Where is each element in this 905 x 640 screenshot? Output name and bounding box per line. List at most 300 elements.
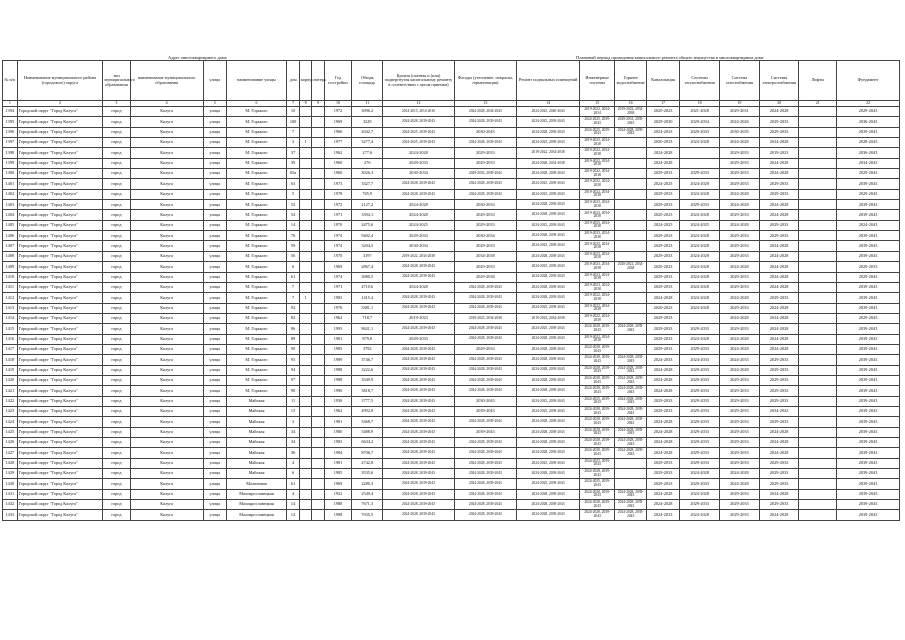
table-cell: М. Горького	[226, 200, 287, 210]
table-cell	[799, 386, 837, 396]
table-cell: 2019-2022, 2034-2038	[383, 251, 454, 261]
column-header: Лифты	[799, 61, 837, 101]
table-cell: 2029-2033	[680, 324, 720, 334]
table-cell: 2039-2043	[837, 324, 900, 334]
table-cell: 2024-2028	[759, 448, 799, 458]
table-cell: 2039-2043	[837, 448, 900, 458]
table-cell	[615, 251, 646, 261]
table-cell: 2475,6	[352, 220, 383, 230]
table-cell: 2019-2023, 2034-2038	[579, 282, 615, 292]
table-cell: 2039-2043	[837, 231, 900, 241]
table-cell: М. Горького	[226, 138, 287, 148]
table-cell: Калуга	[130, 386, 203, 396]
table-cell: Калуга	[130, 448, 203, 458]
table-cell: 2024-2028, 2039-2043	[383, 189, 454, 199]
table-cell: Городской округ "Город Калуга"	[17, 169, 103, 179]
table-cell: 1981	[324, 417, 351, 427]
table-cell: 2024-2025, 2039-2043	[517, 220, 580, 230]
table-cell: 2024-2028	[720, 344, 760, 354]
table-cell: Городской округ "Город Калуга"	[17, 293, 103, 303]
table-cell: 2024-2028, 2039-2043	[579, 406, 615, 416]
table-body	[3, 107, 900, 521]
table-cell: Малиновая	[226, 479, 287, 489]
table-row	[3, 417, 900, 427]
table-cell: 2024-2028, 2039-2043	[615, 386, 646, 396]
table-cell	[799, 500, 837, 510]
table-cell: 2029-2033	[646, 313, 679, 323]
table-cell: М. Горького	[226, 334, 287, 344]
table-cell: 2024-2026	[720, 117, 760, 127]
table-cell	[799, 458, 837, 468]
table-cell: 2029-2033	[720, 375, 760, 385]
table-cell: 2039-2043	[837, 427, 900, 437]
table-row	[3, 251, 900, 261]
table-cell: 2024-2028, 2039-2043	[454, 375, 517, 385]
table-cell: 2029-2033	[454, 220, 517, 230]
table-cell: Городской округ "Город Калуга"	[17, 427, 103, 437]
table-cell: 2024-2028, 2039-2043	[454, 293, 517, 303]
table-row	[3, 262, 900, 272]
table-cell: 2039-2043	[837, 334, 900, 344]
table-cell: 2024-2028, 2039-2043	[383, 262, 454, 272]
table-cell: 2024-2028, 2039-2043	[454, 469, 517, 479]
table-cell: Калуга	[130, 334, 203, 344]
table-cell: 61	[287, 272, 300, 282]
column-number: 22	[837, 101, 900, 107]
table-cell: 12	[287, 510, 300, 520]
table-cell: 3	[287, 417, 300, 427]
column-header: дом	[287, 61, 300, 101]
table-cell: 2029-2033	[680, 417, 720, 427]
table-cell: 2029-2033	[720, 169, 760, 179]
table-cell: город	[103, 500, 130, 510]
table-cell: 52	[287, 200, 300, 210]
table-cell: 2019-2022, 2034-2034	[579, 107, 615, 117]
table-cell: 2024-2028	[759, 169, 799, 179]
table-cell: 2024-2028, 2039-2043	[615, 365, 646, 375]
table-cell: 2024-2028	[720, 365, 760, 375]
table-cell: 2029-2033	[720, 282, 760, 292]
table-cell	[312, 169, 325, 179]
table-cell: 2024-2028, 2039-2043	[454, 189, 517, 199]
table-cell	[299, 189, 312, 199]
table-cell: город	[103, 375, 130, 385]
table-cell: 3746,7	[352, 355, 383, 365]
table-cell: 2024-2028, 2039-2043	[454, 458, 517, 468]
table-cell: 2024-2028, 2039-2043	[383, 396, 454, 406]
table-cell: 2024-2028	[759, 489, 799, 499]
table-row	[3, 386, 900, 396]
table-cell: 2029-2033	[759, 469, 799, 479]
table-cell: улица	[203, 262, 226, 272]
table-cell	[299, 438, 312, 448]
table-cell: 1409	[3, 262, 18, 272]
table-cell: 2029-2033	[454, 148, 517, 158]
table-cell: 59	[287, 241, 300, 251]
table-cell: Калуга	[130, 417, 203, 427]
table-cell: 2024-2028	[759, 334, 799, 344]
table-cell	[299, 210, 312, 220]
table-cell: 276	[352, 158, 383, 168]
capital-repair-table	[2, 60, 900, 521]
table-cell: 3026,3	[352, 169, 383, 179]
table-cell: 2029-2033	[646, 479, 679, 489]
table-cell: 2030-2035	[720, 127, 760, 137]
table-cell: 2024-2028, 2039-2043	[579, 417, 615, 427]
table-cell: город	[103, 417, 130, 427]
table-cell: 2024-2028	[680, 262, 720, 272]
table-cell: 1971	[324, 282, 351, 292]
table-cell: Городской округ "Город Калуга"	[17, 148, 103, 158]
table-cell: 2024-2025, 2039-2043	[579, 117, 615, 127]
table-cell: Калуга	[130, 344, 203, 354]
table-cell	[799, 303, 837, 313]
table-cell: 2024-2028, 2039-2043	[383, 438, 454, 448]
table-cell: 2024-2028, 2039-2043	[454, 417, 517, 427]
table-cell: 2029-2033	[680, 438, 720, 448]
table-cell	[312, 406, 325, 416]
table-cell: 1974	[324, 272, 351, 282]
table-cell: 2024-2028	[646, 448, 679, 458]
table-row	[3, 189, 900, 199]
table-cell: 2029-2033	[680, 448, 720, 458]
table-row	[3, 344, 900, 354]
table-cell: 2024-2028	[759, 438, 799, 448]
table-cell	[299, 448, 312, 458]
table-cell: город	[103, 510, 130, 520]
table-cell: 2024-2028, 2039-2043	[517, 438, 580, 448]
table-cell: Городской округ "Город Калуга"	[17, 500, 103, 510]
table-cell: 2024-2028, 2039-2043	[517, 127, 580, 137]
table-row	[3, 169, 900, 179]
table-cell: 2024-2028, 2039-2043	[517, 510, 580, 520]
table-cell: 2029-2043	[837, 169, 900, 179]
table-cell	[799, 148, 837, 158]
table-cell: 2029-2043	[837, 313, 900, 323]
table-cell	[799, 334, 837, 344]
table-cell: 2024-2028, 2039-2043	[454, 510, 517, 520]
table-cell: 1432	[3, 500, 18, 510]
table-cell: 2024-2028, 2039-2043	[615, 448, 646, 458]
table-cell: 1988	[324, 510, 351, 520]
table-cell: 9402,4	[352, 231, 383, 241]
table-cell: 1415,4	[352, 293, 383, 303]
column-header: Ремонт подвальных помещений	[517, 61, 580, 101]
table-cell: 2024-2028	[759, 158, 799, 168]
table-cell: город	[103, 396, 130, 406]
table-cell: 2024-2028	[680, 293, 720, 303]
table-cell	[680, 313, 720, 323]
table-cell: 2024-2028, 2039-2043	[517, 386, 580, 396]
table-cell: Майская	[226, 458, 287, 468]
table-cell: 2029-2033	[646, 251, 679, 261]
table-cell: 2029-2033	[680, 396, 720, 406]
table-cell: 2019-2022, 2034-2038	[579, 189, 615, 199]
table-cell: Городской округ "Город Калуга"	[17, 469, 103, 479]
table-cell: Калуга	[130, 500, 203, 510]
table-cell: 1973	[324, 179, 351, 189]
table-cell	[799, 272, 837, 282]
table-cell: 2029-2033	[680, 127, 720, 137]
table-cell: 1970	[324, 220, 351, 230]
table-cell	[299, 169, 312, 179]
table-cell: 1993	[324, 324, 351, 334]
table-cell: 2024-2028	[759, 303, 799, 313]
table-cell: 2024-2028, 2039-2043	[579, 365, 615, 375]
table-cell	[312, 262, 325, 272]
table-cell: 2024-2028, 2039-2043	[383, 448, 454, 458]
table-cell: 1411	[3, 282, 18, 292]
table-cell: 2024-2028, 2039-2043	[454, 365, 517, 375]
table-cell: 2024-2028	[646, 500, 679, 510]
table-cell: 2029-2033	[759, 127, 799, 137]
table-cell: 2029-2033	[720, 251, 760, 261]
column-number: 18	[680, 101, 720, 107]
table-cell: 2024-2025, 2039-2043	[517, 396, 580, 406]
table-row	[3, 241, 900, 251]
table-cell: улица	[203, 324, 226, 334]
table-cell: Городской округ "Город Калуга"	[17, 117, 103, 127]
table-cell: 1394	[3, 107, 18, 117]
column-number: 16	[615, 101, 646, 107]
table-cell	[799, 251, 837, 261]
table-cell: 1988	[324, 365, 351, 375]
column-header: Системы электроснабжения	[759, 61, 799, 101]
table-cell: город	[103, 138, 130, 148]
table-cell: 2039-2043	[837, 241, 900, 251]
table-cell: город	[103, 169, 130, 179]
table-cell: 1418	[3, 355, 18, 365]
table-cell: улица	[203, 282, 226, 292]
table-cell: 1969	[324, 117, 351, 127]
table-cell: 2020-2033	[646, 138, 679, 148]
table-cell: Калуга	[130, 458, 203, 468]
table-cell: 2024-2028	[680, 210, 720, 220]
table-cell: Калуга	[130, 313, 203, 323]
table-cell: 2024-2028	[720, 293, 760, 303]
table-row	[3, 127, 900, 137]
table-cell	[299, 375, 312, 385]
table-cell: Майская	[226, 417, 287, 427]
table-cell: 2024-2028, 2039-2043	[615, 375, 646, 385]
table-cell: 7	[287, 282, 300, 292]
table-cell: 2036-2043	[837, 117, 900, 127]
table-cell	[680, 158, 720, 168]
table-cell: 1398	[3, 148, 18, 158]
table-cell: М. Горького	[226, 282, 287, 292]
table-cell: город	[103, 117, 130, 127]
column-number: 3	[103, 101, 130, 107]
table-cell: 2024-2028	[383, 282, 454, 292]
table-cell: 2024-2028, 2039-2043	[517, 417, 580, 427]
table-cell: 2029-2033	[646, 334, 679, 344]
table-cell: Майская	[226, 438, 287, 448]
table-cell: 2024-2025	[646, 220, 679, 230]
column-number: 17	[646, 101, 679, 107]
table-cell: Городской округ "Город Калуга"	[17, 282, 103, 292]
table-cell: 2029-2033	[680, 500, 720, 510]
column-header: Фундамент	[837, 61, 900, 101]
table-cell: город	[103, 386, 130, 396]
table-cell: 2039-2043	[837, 179, 900, 189]
table-cell: 2024-2028, 2039-2043	[454, 179, 517, 189]
table-cell: Городской округ "Город Калуга"	[17, 365, 103, 375]
table-cell: 2024-2025, 2039-2043	[517, 458, 580, 468]
table-cell: Калуга	[130, 479, 203, 489]
table-cell: 2024-2028, 2039-2043	[383, 489, 454, 499]
table-row	[3, 489, 900, 499]
column-header: Канализация	[646, 61, 679, 101]
table-cell: 2039-2043	[837, 365, 900, 375]
table-cell	[312, 448, 325, 458]
table-cell: 2024-2028, 2039-2043	[615, 510, 646, 520]
table-cell: город	[103, 231, 130, 241]
table-cell: город	[103, 469, 130, 479]
column-header: Наименование муниципального района (городского) округа	[17, 61, 103, 101]
table-cell: 2024-2028, 2039-2043	[517, 355, 580, 365]
table-cell: 2019-2022, 2034-2038	[579, 169, 615, 179]
table-cell: 94	[287, 365, 300, 375]
table-cell: Калуга	[130, 324, 203, 334]
table-cell: 2019-2023, 2034-2038	[579, 251, 615, 261]
table-cell: 2036-2043	[837, 148, 900, 158]
table-cell: Городской округ "Город Калуга"	[17, 241, 103, 251]
table-cell: Майская	[226, 396, 287, 406]
table-cell: 1402	[3, 189, 18, 199]
column-header: Система газоснабжения	[720, 61, 760, 101]
table-cell: 100	[287, 117, 300, 127]
table-row	[3, 148, 900, 158]
table-cell: 2014-2015, 2014-2016	[383, 107, 454, 117]
table-cell: 1980	[324, 427, 351, 437]
table-cell: улица	[203, 293, 226, 303]
table-cell: 3394,1	[352, 210, 383, 220]
table-cell: 2019-2023, 2034-2038	[579, 220, 615, 230]
table-cell: 2029-2033	[759, 375, 799, 385]
table-cell: 2029-2030	[646, 117, 679, 127]
table-cell: Майская	[226, 427, 287, 437]
housing-table-sheet	[2, 60, 900, 521]
table-cell: 1429	[3, 469, 18, 479]
table-cell: М. Горького	[226, 365, 287, 375]
table-cell: 2039-2043	[837, 344, 900, 354]
table-cell: Городской округ "Город Калуга"	[17, 200, 103, 210]
table-cell: 2021-2028	[680, 107, 720, 117]
table-cell: 1962	[324, 148, 351, 158]
table-cell: Калуга	[130, 365, 203, 375]
table-cell: 2024-2028	[680, 231, 720, 241]
table-cell: 2029-2033	[720, 148, 760, 158]
table-cell: город	[103, 127, 130, 137]
table-cell	[799, 313, 837, 323]
column-header: Инженерные системы	[579, 61, 615, 101]
table-cell: 1422	[3, 396, 18, 406]
table-cell: улица	[203, 210, 226, 220]
table-cell: Малоярославецкая	[226, 500, 287, 510]
table-row	[3, 365, 900, 375]
table-cell: 2024-2028	[759, 241, 799, 251]
table-cell	[299, 469, 312, 479]
table-cell: 2024-2028, 2039-2043	[517, 282, 580, 292]
table-cell: 2024-2028, 2039-2043	[517, 427, 580, 437]
table-cell: Калуга	[130, 210, 203, 220]
table-cell: 3381,1	[352, 303, 383, 313]
table-cell: Городской округ "Город Калуга"	[17, 375, 103, 385]
table-cell	[799, 169, 837, 179]
table-cell: М. Горького	[226, 262, 287, 272]
table-cell	[799, 282, 837, 292]
table-cell: Городской округ "Город Калуга"	[17, 489, 103, 499]
table-cell: 2029-2031	[720, 107, 760, 117]
table-cell: 1969	[324, 479, 351, 489]
table-cell: М. Горького	[226, 117, 287, 127]
table-cell	[799, 127, 837, 137]
table-cell: Калуга	[130, 200, 203, 210]
table-cell: Калуга	[130, 231, 203, 241]
table-cell: город	[103, 179, 130, 189]
table-cell: 2024-2028, 2039-2043	[579, 386, 615, 396]
table-cell: 2029-2033, 2039-2043	[454, 169, 517, 179]
table-cell: 2024-2028, 2039-2043	[579, 344, 615, 354]
table-cell	[299, 179, 312, 189]
table-cell: 2019-2023, 2034-2038	[579, 138, 615, 148]
table-cell: 1426	[3, 438, 18, 448]
table-cell: 1983	[324, 438, 351, 448]
table-cell: 2029-2033	[454, 241, 517, 251]
table-cell: 2024-2028, 2039-2043	[383, 324, 454, 334]
table-cell: 1430	[3, 479, 18, 489]
table-cell: 2024-2028	[680, 469, 720, 479]
table-cell: город	[103, 107, 130, 117]
table-cell: 2024-2033	[646, 355, 679, 365]
table-cell: Городской округ "Город Калуга"	[17, 324, 103, 334]
table-cell: 1407	[3, 241, 18, 251]
table-cell: 2029-2033	[680, 406, 720, 416]
table-cell: город	[103, 293, 130, 303]
table-cell: 2024-2028	[720, 469, 760, 479]
table-cell: 2029-2033	[646, 282, 679, 292]
table-cell: М. Горького	[226, 355, 287, 365]
table-cell: Калуга	[130, 107, 203, 117]
table-cell: 2019-2022, 2034-2038	[579, 293, 615, 303]
table-cell: 2024-2028, 2039-2043	[517, 293, 580, 303]
table-cell: 2019-2022, 2034-2038	[579, 334, 615, 344]
table-cell: Калуга	[130, 293, 203, 303]
table-cell: Калуга	[130, 406, 203, 416]
table-cell: 2024-2028	[680, 272, 720, 282]
table-cell: 765,9	[352, 189, 383, 199]
table-cell: 2029-2033	[680, 479, 720, 489]
table-cell: 2039-2043	[454, 406, 517, 416]
table-cell: 2024-2028	[720, 189, 760, 199]
table-cell: М. Горького	[226, 386, 287, 396]
column-number: 15	[579, 101, 615, 107]
table-cell	[299, 200, 312, 210]
table-cell	[615, 344, 646, 354]
table-cell: 2024-2028, 2039-2043	[615, 324, 646, 334]
table-cell: 4992,8	[352, 406, 383, 416]
table-cell: 34	[287, 438, 300, 448]
table-cell: город	[103, 334, 130, 344]
table-cell: 2024-2028	[720, 220, 760, 230]
table-cell: 76	[287, 231, 300, 241]
table-cell: 2029-2033	[720, 386, 760, 396]
table-cell	[799, 189, 837, 199]
table-cell: 2024-2028	[720, 334, 760, 344]
table-cell: 2029-2033	[646, 458, 679, 468]
table-row	[3, 355, 900, 365]
table-cell: 90	[287, 344, 300, 354]
